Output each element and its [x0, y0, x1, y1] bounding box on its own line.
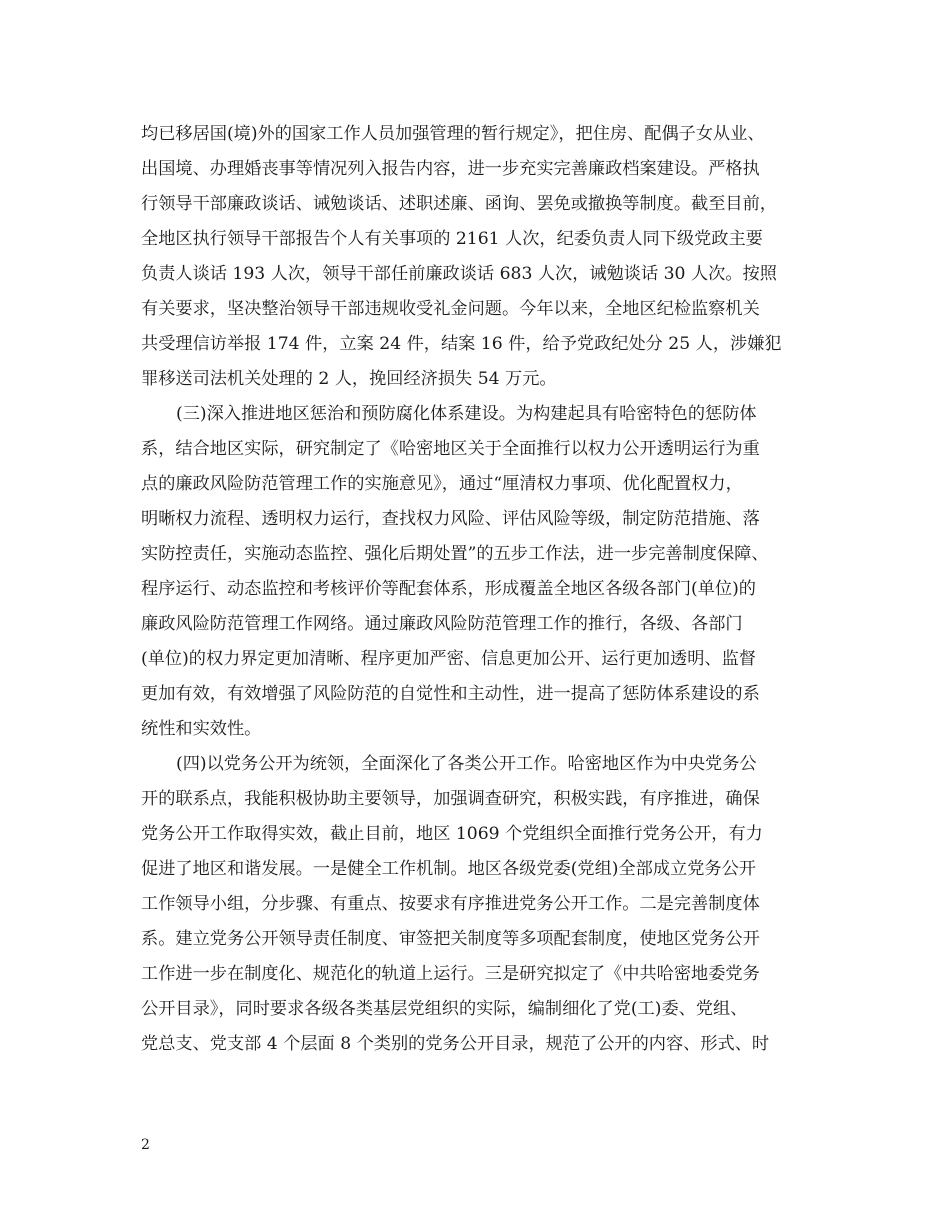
- section-heading-4: (四)以党务公开为统领，全面深化了各类公开工作。哈密地区作为中央党务公: [176, 754, 757, 774]
- text-line: 工作进一步在制度化、规范化的轨道上运行。三是研究拟定了《中共哈密地委党务: [141, 964, 760, 984]
- text-line: 行领导干部廉政谈话、诫勉谈话、述职述廉、函询、罢免或撤换等制度。截至目前，: [141, 194, 777, 214]
- text-line: 系，结合地区实际，研究制定了《哈密地区关于全面推行以权力公开透明运行为重: [141, 439, 760, 459]
- text-line: 公开目录》，同时要求各级各类基层党组织的实际，编制细化了党(工)委、党组、: [141, 999, 748, 1019]
- text-line: 开的联系点，我能积极协助主要领导，加强调查研究，积极实践，有序推进，确保: [141, 789, 760, 809]
- text-line: 出国境、办理婚丧事等情况列入报告内容，进一步充实完善廉政档案建设。严格执: [141, 159, 760, 179]
- text-line: 全地区执行领导干部报告个人有关事项的 2161 人次，纪委负责人同下级党政主要: [141, 229, 763, 249]
- text-line: 更加有效，有效增强了风险防范的自觉性和主动性，进一提高了惩防体系建设的系: [141, 684, 760, 704]
- text-line: 负责人谈话 193 人次，领导干部任前廉政谈话 683 人次，诫勉谈话 30 人次。按照: [141, 264, 777, 284]
- text-line: 廉政风险防范管理工作网络。通过廉政风险防范管理工作的推行，各级、各部门: [141, 614, 743, 634]
- text-line: 点的廉政风险防范管理工作的实施意见》，通过“厘清权力事项、优化配置权力，: [141, 474, 743, 494]
- page-number: 2: [141, 1137, 150, 1153]
- text-line: 促进了地区和谐发展。一是健全工作机制。地区各级党委(党组)全部成立党务公开: [141, 859, 756, 879]
- section-heading-3: (三)深入推进地区惩治和预防腐化体系建设。为构建起具有哈密特色的惩防体: [176, 404, 757, 424]
- text-line: 有关要求，坚决整治领导干部违规收受礼金问题。今年以来，全地区纪检监察机关: [141, 299, 760, 319]
- text-line: 党总支、党支部 4 个层面 8 个类别的党务公开目录，规范了公开的内容、形式、时: [141, 1034, 770, 1054]
- text-line: 实防控责任，实施动态监控、强化后期处置”的五步工作法，进一步完善制度保障、: [141, 544, 769, 564]
- text-line: 罪移送司法机关处理的 2 人，挽回经济损失 54 万元。: [141, 369, 557, 389]
- text-line: 工作领导小组，分步骤、有重点、按要求有序推进党务公开工作。二是完善制度体: [141, 894, 760, 914]
- text-line: 共受理信访举报 174 件，立案 24 件，结案 16 件，给予党政纪处分 25 人，涉嫌犯: [141, 334, 782, 354]
- text-line: (单位)的权力界定更加清晰、程序更加严密、信息更加公开、运行更加透明、监督: [141, 649, 756, 669]
- text-line: 党务公开工作取得实效，截止目前，地区 1069 个党组织全面推行党务公开，有力: [141, 824, 763, 844]
- text-line: 均已移居国(境)外的国家工作人员加强管理的暂行规定》，把住房、配偶子女从业、: [141, 124, 765, 144]
- text-line: 统性和实效性。: [141, 719, 262, 739]
- text-line: 程序运行、动态监控和考核评价等配套体系，形成覆盖全地区各级各部门(单位)的: [141, 579, 756, 599]
- text-line: 系。建立党务公开领导责任制度、审签把关制度等多项配套制度，使地区党务公开: [141, 929, 760, 949]
- text-line: 明晰权力流程、透明权力运行，查找权力风险、评估风险等级，制定防范措施、落: [141, 509, 760, 529]
